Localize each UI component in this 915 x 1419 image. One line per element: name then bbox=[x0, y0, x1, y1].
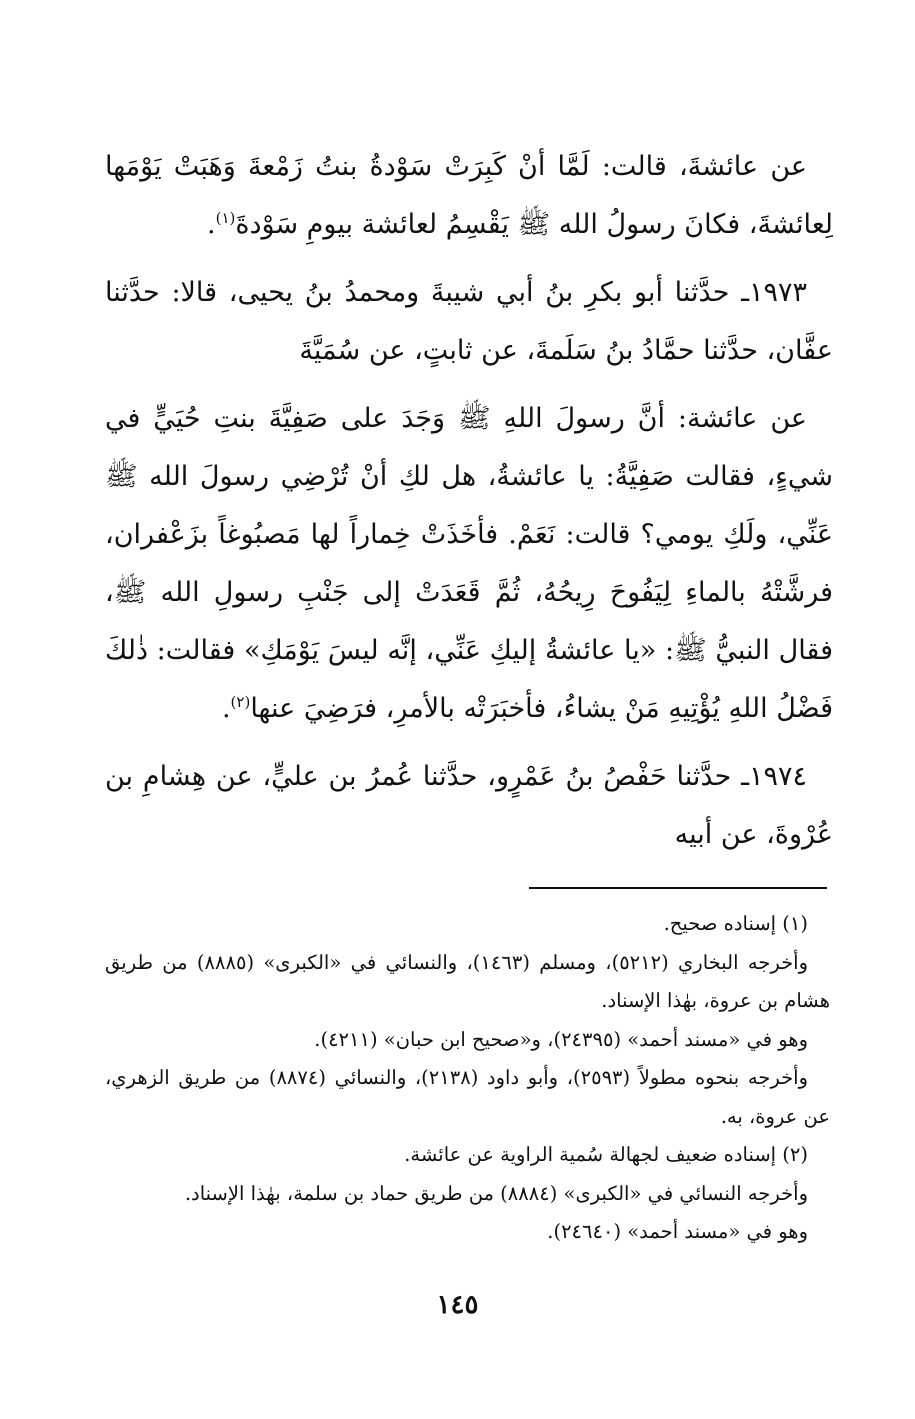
footnote-1-takhrij: وأخرجه البخاري (٥٢١٢)، ومسلم (١٤٦٣)، والنسائي في «الكبرى» (٨٨٨٥) من طريق هشام بن عروة، بهٰذا الإسناد. bbox=[105, 950, 830, 1012]
sentence-end: . bbox=[221, 693, 231, 724]
footnote-1-musnad: وهو في «مسند أحمد» (٢٤٣٩٥)، و«صحيح ابن حبان» (٤٢١١). bbox=[314, 1027, 808, 1051]
footnote-ref-2: (٢) bbox=[230, 693, 251, 711]
footnote-2-musnad: وهو في «مسند أحمد» (٢٤٦٤٠). bbox=[547, 1220, 808, 1243]
main-text bbox=[105, 138, 833, 874]
paragraph-text: عن عائشة: أنَّ رسولَ اللهِ ﷺ وَجَدَ على صَفِيَّةَ بنتِ حُيَيٍّ في شيءٍ، فقالت صَفِيَّةُ: يا عائشةُ، هل لكِ أنْ تُرْضِي رسولَ الله ﷺ عَنِّي، ولَكِ يومي؟ قالت: نَعَمْ. فأخَذَتْ خِماراً لها مَصبُوغاً بزَعْفران، فرشَّتْهُ بالماءِ لِيَفُوحَ رِيحُهُ، ثُمَّ قَعَدَتْ إلى جَنْبِ رسولِ الله ﷺ، فقال النبيُّ ﷺ: «يا عائشةُ إليكِ عَنِّي، إنَّه ليسَ يَوْمَكِ» فقالت: ذٰلكَ فَضْلُ اللهِ يُؤْتِيهِ مَنْ يشاءُ، فأخبَرَتْه بالأمرِ، فرَضِيَ عنها bbox=[105, 403, 833, 724]
paragraph-text: عن عائشةَ، قالت: لَمَّا أنْ كَبِرَتْ سَوْدةُ بنتُ زَمْعةَ وَهَبَتْ يَوْمَها لِعائشةَ، فكانَ رسولُ الله ﷺ يَقْسِمُ لعائشة بيومِ سَوْدةَ bbox=[105, 151, 833, 240]
footnote-1-grading: (١) إسناده صحيح. bbox=[663, 912, 808, 935]
paragraph-aisha-sawda bbox=[105, 138, 833, 254]
footnote-1-longer: وأخرجه بنحوه مطولاً (٢٥٩٣)، وأبو داود (٢١٣٨)، والنسائي (٨٨٧٤) من طريق الزهري، عن عروة، به. bbox=[105, 1066, 830, 1128]
page-number: ١٤٥ bbox=[436, 1290, 479, 1320]
hadith-1974-isnad: ١٩٧٤ـ حدَّثنا حَفْصُ بنُ عَمْرٍو، حدَّثنا عُمرُ بن عليٍّ، عن هِشامِ بن عُرْوةَ، عن أبيه bbox=[105, 761, 833, 850]
footnote-2-takhrij: وأخرجه النسائي في «الكبرى» (٨٨٨٤) من طريق حماد بن سلمة، بهٰذا الإسناد. bbox=[184, 1181, 808, 1205]
footnote-divider bbox=[529, 887, 827, 889]
paragraph-aisha-safiyya bbox=[105, 390, 833, 738]
hadith-1973-isnad: ١٩٧٣ـ حدَّثنا أبو بكرِ بنُ أبي شيبةَ ومحمدُ بنُ يحيى، قالا: حدَّثنا عفَّان، حدَّثنا حمَّادُ بنُ سَلَمةَ، عن ثابتٍ، عن سُمَيَّةَ bbox=[105, 277, 833, 366]
footnotes bbox=[105, 905, 830, 1252]
footnote-2-grading: (٢) إسناده ضعيف لجهالة سُمية الراوية عن عائشة. bbox=[404, 1143, 808, 1166]
sentence-end: . bbox=[206, 209, 216, 240]
footnote-ref-1: (١) bbox=[215, 209, 236, 227]
